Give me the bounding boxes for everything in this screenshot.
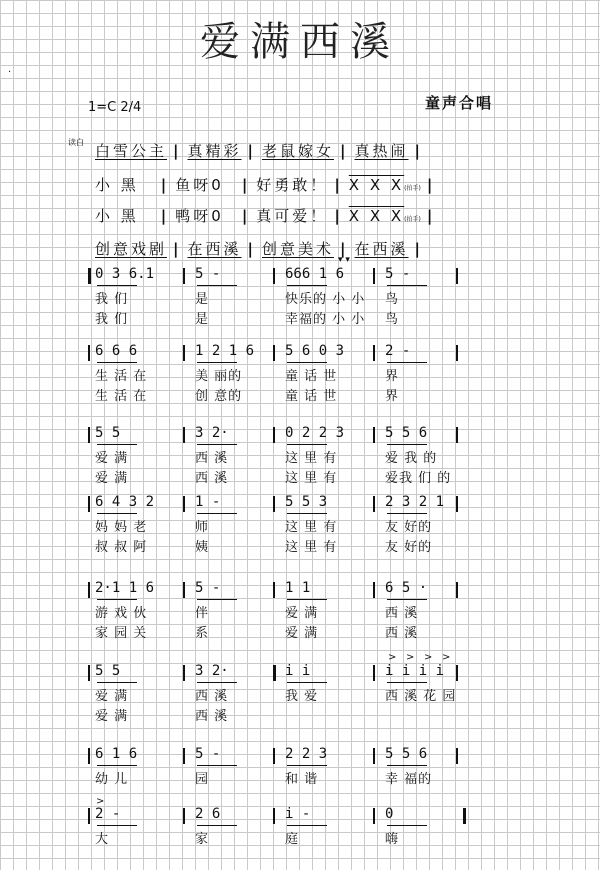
note-group: 5 5 6 [385,746,428,762]
note-group: 2 6 [195,806,221,822]
lyric-verse-2: 这 里 有 [285,471,338,486]
note-beam [287,825,327,826]
lyric-verse-2: 家 园 关 [95,626,148,641]
lyric-verse-1: 幸 福的 [385,772,433,787]
lyric-verse-1: 快乐的 小 小 [285,292,366,307]
bar-line [88,268,91,284]
clap-label: (拍手) [404,185,421,192]
narration-phrase: 鸭呀0 [175,207,224,225]
bar-line [456,748,458,764]
note-group: 2 - [385,343,411,359]
accent-mark: > [406,652,415,663]
bar-line [88,665,90,681]
lyric-verse-2: 友 好的 [385,540,433,555]
bar-line [273,268,275,284]
lyric-verse-1: 界 [385,369,400,384]
lyric-verse-1: 幼 儿 [95,772,129,787]
bar-line [88,748,90,764]
note-beam [197,513,237,514]
narration-phrase: 老鼠嫁女 [262,142,335,160]
bar-line [373,345,375,361]
narration-line-4 [95,238,429,259]
lyric-verse-2: 姨 [195,540,210,555]
note-beam [387,599,427,600]
narration-phrase: 小 黑 [95,207,139,225]
bar-line [373,268,375,284]
note-beam [97,285,137,286]
bar-line [456,665,458,681]
note-beam [97,444,137,445]
narration-phrase: 真可爱！ [256,207,329,225]
note-beam [197,362,237,363]
note-group: 5 5 [95,425,121,441]
bar-line [183,345,185,361]
lyric-verse-1: 我 们 [95,292,129,307]
note-group: 666 1 6 [285,266,345,282]
note-group: 1 2 1 6 [195,343,255,359]
narration-phrase: 在西溪 [354,240,409,258]
bar-line: | [340,240,349,258]
bar-line [273,345,275,361]
narration-phrase: 创意戏剧 [95,240,168,258]
note-group: 2 - [95,806,121,822]
clap-rhythm: X X X [348,207,405,225]
stray-dot: . [8,64,12,75]
lyric-verse-1: 西 溪 [195,451,229,466]
note-group: 2 3 2 1 [385,494,445,510]
bar-line: | [426,176,436,194]
accent-mark: > [424,652,433,663]
note-beam [197,765,237,766]
bar-line [88,582,90,598]
note-beam [387,444,427,445]
narration-phrase: 白雪公主 [95,142,168,160]
lyric-verse-2: 西 溪 [195,471,229,486]
lyric-verse-2: 爱 满 [95,471,129,486]
lyric-verse-1: 爱 满 [95,451,129,466]
lyric-verse-2: 生 活 在 [95,389,148,404]
lyric-verse-1: 是 [195,292,210,307]
bar-line [88,345,90,361]
lyric-verse-1: 游 戏 伙 [95,606,148,621]
note-group: 6 1 6 [95,746,138,762]
lyric-verse-1: 西 溪 花 园 [385,689,457,704]
lyric-verse-1: 这 里 有 [285,451,338,466]
note-beam [387,362,427,363]
lyric-verse-2: 幸福的 小 小 [285,312,366,327]
lyric-verse-1: 生 活 在 [95,369,148,384]
bar-line [373,808,375,824]
bar-line: | [173,142,182,160]
clap-label: (拍手) [404,216,421,223]
note-group: 5 5 3 [285,494,328,510]
lyric-verse-2: 创 意的 [195,389,243,404]
note-group: 5 - [195,580,221,596]
note-group: 5 - [385,266,411,282]
bar-line: | [247,142,256,160]
lyric-verse-1: 友 好的 [385,520,433,535]
note-beam [97,362,137,363]
lyric-verse-1: 庭 [285,832,300,847]
lyric-verse-2: 我 们 [95,312,129,327]
lyric-verse-2: 界 [385,389,400,404]
bar-line [373,496,375,512]
lyric-verse-2: 爱我 们 的 [385,471,452,486]
note-beam [287,513,327,514]
lyric-verse-1: 爱 满 [285,606,319,621]
bar-line [183,496,185,512]
bar-line [183,808,185,824]
note-group: 1 1 [285,580,311,596]
bar-line: | [334,176,343,194]
note-group: 0 3 6.1 [95,266,155,282]
bar-line [373,582,375,598]
clap-rhythm: X X X [348,176,405,194]
note-group: 5 6 0 3 [285,343,345,359]
narration-phrase: 鱼呀0 [175,176,224,194]
lyric-verse-1: 西 溪 [385,606,419,621]
lyric-verse-1: 我 爱 [285,689,319,704]
song-title: 爱满西溪 [200,19,400,65]
narration-phrase: 在西溪 [187,240,242,258]
bar-line [273,748,275,764]
narration-phrase: 真精彩 [187,142,242,160]
note-group: 5 - [195,746,221,762]
note-group: 0 [385,806,394,822]
bar-line [183,268,185,284]
bar-line [463,808,466,824]
lyric-verse-1: 鸟 [385,292,400,307]
lyric-verse-2: 鸟 [385,312,400,327]
lyric-verse-1: 家 [195,832,210,847]
note-group: 6 6 6 [95,343,138,359]
bar-line [456,427,458,443]
note-beam [287,682,327,683]
note-beam [387,513,427,514]
breath-mark: ▾ ▾ [338,255,350,265]
note-beam [197,825,237,826]
narration-phrase: 小 黑 [95,176,139,194]
bar-line [456,268,458,284]
note-group: 5 5 6 [385,425,428,441]
lyric-verse-2: 西 溪 [385,626,419,641]
note-beam [287,362,327,363]
note-group: i i [285,663,311,679]
lyric-verse-2: 这 里 有 [285,540,338,555]
bar-line: | [414,240,423,258]
bar-line: | [247,240,256,258]
lyric-verse-1: 妈 妈 老 [95,520,148,535]
bar-line [88,427,90,443]
bar-line [456,496,458,512]
bar-line [373,665,375,681]
lyric-verse-2: 童 话 世 [285,389,338,404]
lyric-verse-1: 大 [95,832,110,847]
note-group: 6 5 · [385,580,428,596]
bar-line [183,748,185,764]
note-beam [387,825,427,826]
bar-line: | [160,176,170,194]
narration-phrase: 创意美术 [262,240,335,258]
lyric-verse-2: 是 [195,312,210,327]
note-beam [97,513,137,514]
narration-phrase: 好勇敢！ [256,176,329,194]
note-beam [387,765,427,766]
note-beam [287,599,327,600]
bar-line [373,427,375,443]
lyric-verse-2: 爱 满 [285,626,319,641]
bar-line [273,665,276,681]
lyric-verse-1: 西 溪 [195,689,229,704]
note-beam [387,285,427,286]
note-group: 3 2· [195,663,229,679]
lyric-verse-1: 这 里 有 [285,520,338,535]
bar-line [88,496,90,512]
narration-phrase: 真热闹 [354,142,409,160]
lyric-verse-1: 童 话 世 [285,369,338,384]
narration-line-2 [95,174,441,195]
bar-line [183,582,185,598]
bar-line [456,345,458,361]
note-beam [97,825,137,826]
note-group: 1 - [195,494,221,510]
note-beam [97,765,137,766]
note-beam [197,599,237,600]
bar-line [88,808,90,824]
bar-line [273,808,275,824]
accent-mark: > [96,796,105,807]
lyric-verse-2: 爱 满 [95,709,129,724]
note-group: 3 2· [195,425,229,441]
note-beam [387,682,427,683]
note-group: 0 2 2 3 [285,425,345,441]
note-group: 2·1 1 6 [95,580,155,596]
bar-line: | [426,207,436,225]
lyric-verse-1: 美 丽的 [195,369,243,384]
bar-line: | [414,142,423,160]
note-beam [197,285,237,286]
note-beam [97,682,137,683]
note-group: 2 2 3 [285,746,328,762]
bar-line: | [241,207,251,225]
note-beam [97,599,137,600]
lyric-verse-1: 爱 满 [95,689,129,704]
bar-line [273,582,275,598]
bar-line [273,427,275,443]
bar-line: | [173,240,182,258]
note-group: 5 - [195,266,221,282]
bar-line [273,496,275,512]
narration-line-3 [95,205,441,226]
bar-line [373,748,375,764]
key-signature: 1=C 2/4 [88,100,142,115]
lyric-verse-1: 嗨 [385,832,400,847]
note-group: 6 4 3 2 [95,494,155,510]
lyric-verse-1: 爱 我 的 [385,451,438,466]
bar-line: | [241,176,251,194]
note-beam [287,285,327,286]
lyric-verse-1: 和 谐 [285,772,319,787]
narration-line-1 [95,140,429,161]
accent-mark: > [442,652,451,663]
lyric-verse-2: 西 溪 [195,709,229,724]
lyric-verse-1: 师 [195,520,210,535]
bar-line [456,582,458,598]
note-beam [197,444,237,445]
bar-line [183,427,185,443]
note-beam [287,765,327,766]
lyric-verse-2: 系 [195,626,210,641]
note-beam [287,444,327,445]
note-group: i i i i [385,663,445,679]
note-beam [197,682,237,683]
recite-label: 读白 [68,138,84,147]
lyric-verse-2: 叔 叔 阿 [95,540,148,555]
lyric-verse-1: 伴 [195,606,210,621]
performer-label: 童声合唱 [425,94,494,112]
note-group: i - [285,806,311,822]
accent-mark: > [388,652,397,663]
bar-line: | [160,207,170,225]
bar-line [183,665,185,681]
note-group: 5 5 [95,663,121,679]
lyric-verse-1: 园 [195,772,210,787]
bar-line: | [334,207,343,225]
bar-line: | [340,142,349,160]
